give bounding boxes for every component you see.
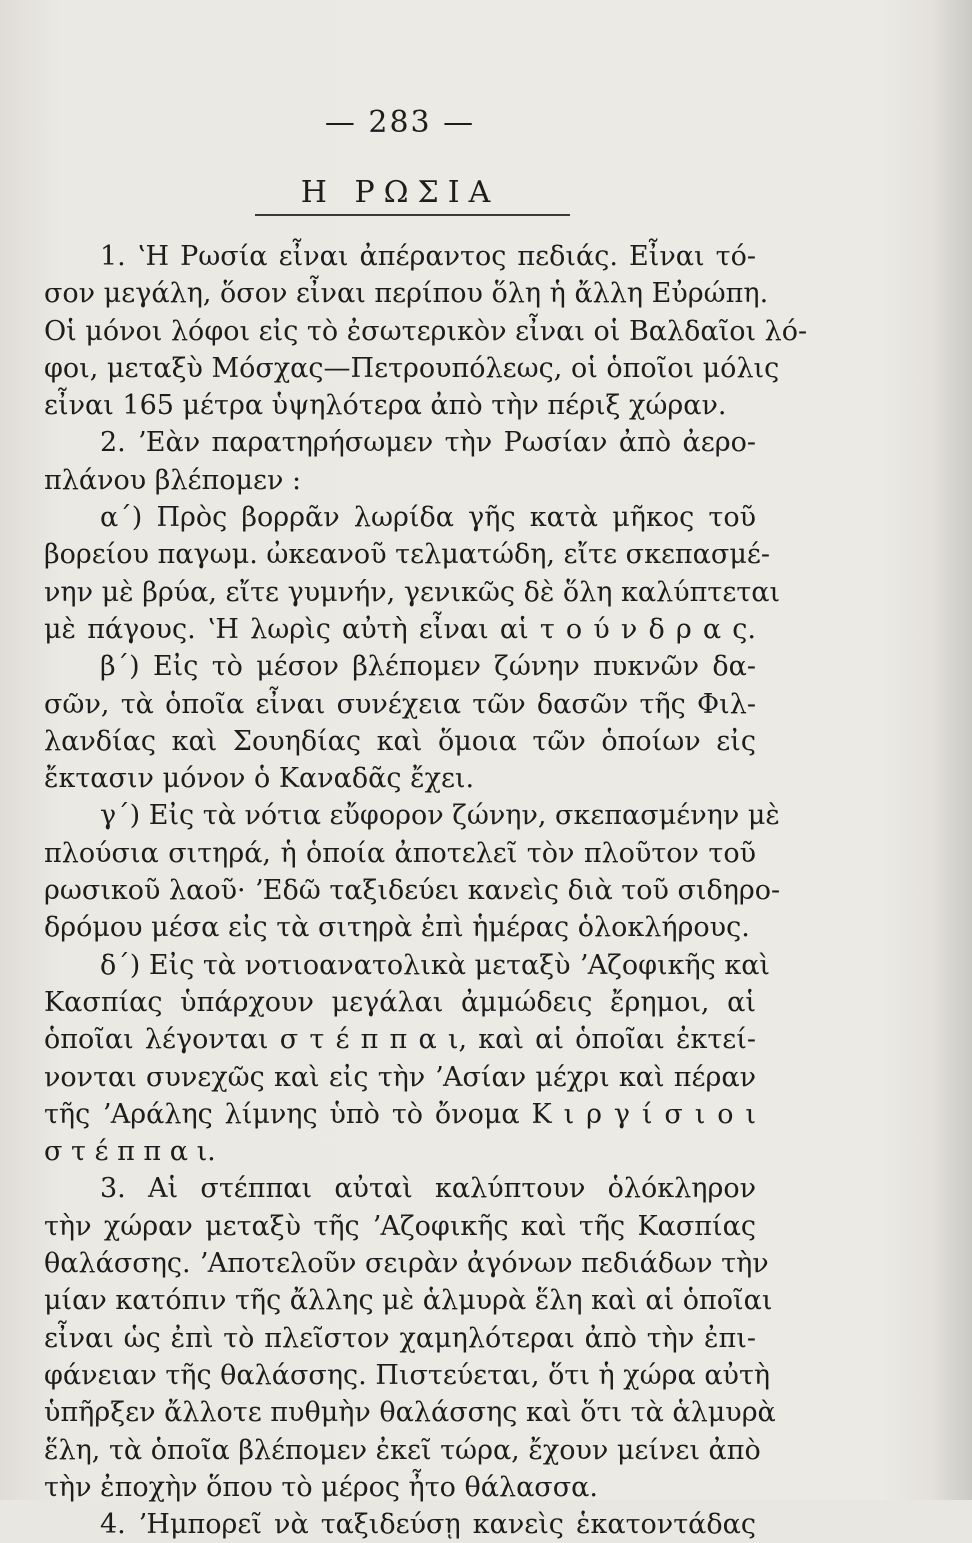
text-line: βορείου παγωμ. ὠκεανοῦ τελματώδη, εἴτε σκεπασμέ- <box>44 539 770 571</box>
text-line: μὲ πάγους. ʽΗ λωρὶς αὐτὴ εἶναι αἱ τ ο ύ ν δ ρ α ς. <box>44 613 756 645</box>
text-line: ὁποῖαι λέγονται σ τ έ π π α ι, καὶ αἱ ὁποῖαι ἐκτεί- <box>44 1024 756 1056</box>
title-underline <box>255 214 570 216</box>
chapter-title: Η ΡΩΣΙΑ <box>300 175 500 210</box>
text-line: ἕλη, τὰ ὁποῖα βλέπομεν ἐκεῖ τώρα, ἔχουν μείνει ἀπὸ <box>44 1434 761 1466</box>
text-line: εἶναι 165 μέτρα ὑψηλότερα ἀπὸ τὴν πέριξ χώραν. <box>44 390 727 422</box>
body-text <box>44 238 808 1543</box>
text-line: 1. ʽΗ Ρωσία εἶναι ἀπέραντος πεδιάς. Εἶναι τό- <box>100 241 756 272</box>
text-line: δρόμου μέσα εἰς τὰ σιτηρὰ ἐπὶ ἡμέρας ὁλοκλήρους. <box>44 912 750 944</box>
text-line: σῶν, τὰ ὁποῖα εἶναι συνέχεια τῶν δασῶν τῆς Φιλ- <box>44 688 756 720</box>
text-line: α΄) Πρὸς βορρᾶν λωρίδα γῆς κατὰ μῆκος τοῦ <box>100 502 756 534</box>
text-line: πλάνου βλέπομεν : <box>44 464 302 496</box>
text-line: φοι, μεταξὺ Μόσχας—Πετρουπόλεως, οἱ ὁποῖοι μόλις <box>44 352 780 384</box>
text-line: τὴν ἐποχὴν ὅπου τὸ μέρος ἦτο θάλασσα. <box>44 1471 598 1503</box>
text-line: σ τ έ π π α ι. <box>44 1136 216 1168</box>
text-line: Οἱ μόνοι λόφοι εἰς τὸ ἐσωτερικὸν εἶναι οἱ Βαλδαῖοι λό- <box>44 315 808 347</box>
text-line: γ΄) Εἰς τὰ νότια εὔφορον ζώνην, σκεπασμένην μὲ <box>100 800 780 832</box>
text-line: β΄) Εἰς τὸ μέσον βλέπομεν ζώνην πυκνῶν δα- <box>100 651 756 683</box>
text-line: τῆς ʼΑράλης λίμνης ὑπὸ τὸ ὄνομα Κ ι ρ γ ί σ ι ο ι <box>44 1098 756 1130</box>
text-line: 3. Αἱ στέππαι αὐταὶ καλύπτουν ὁλόκληρον <box>100 1173 756 1205</box>
text-line: πλούσια σιτηρά, ἡ ὁποία ἀποτελεῖ τὸν πλοῦτον τοῦ <box>44 837 756 869</box>
text-line: τὴν χώραν μεταξὺ τῆς ʼΑζοφικῆς καὶ τῆς Κασπίας <box>44 1210 756 1242</box>
text-line: 4. ʼΗμπορεῖ νὰ ταξιδεύσῃ κανεὶς ἑκατοντάδας <box>100 1509 756 1541</box>
text-line: νονται συνεχῶς καὶ εἰς τὴν ʼΑσίαν μέχρι καὶ πέραν <box>44 1061 756 1093</box>
text-line: θαλάσσης. ʼΑποτελοῦν σειρὰν ἀγόνων πεδιάδων τὴν <box>44 1248 769 1280</box>
text-line: ρωσικοῦ λαοῦ· ʼΕδῶ ταξιδεύει κανεὶς διὰ τοῦ σιδηρο- <box>44 875 781 907</box>
text-line: νην μὲ βρύα, εἴτε γυμνήν, γενικῶς δὲ ὅλη καλύπτεται <box>44 576 781 608</box>
page-edge-shadow <box>932 0 972 1500</box>
text-line: φάνειαν τῆς θαλάσσης. Πιστεύεται, ὅτι ἡ χώρα αὐτὴ <box>44 1359 771 1391</box>
text-line: ἔκτασιν μόνον ὁ Καναδᾶς ἔχει. <box>44 763 475 795</box>
text-line: ὑπῆρξεν ἄλλοτε πυθμὴν θαλάσσης καὶ ὅτι τὰ ἁλμυρὰ <box>44 1397 776 1429</box>
text-line: λανδίας καὶ Σουηδίας καὶ ὅμοια τῶν ὁποίων εἰς <box>44 725 756 757</box>
text-line: Κασπίας ὑπάρχουν μεγάλαι ἀμμώδεις ἔρημοι, αἱ <box>44 986 756 1018</box>
page-number: — 283 — <box>324 105 476 140</box>
text-line: 2. ʼΕὰν παρατηρήσωμεν τὴν Ρωσίαν ἀπὸ ἀερο- <box>100 427 756 459</box>
text-line: σον μεγάλη, ὅσον εἶναι περίπου ὅλη ἡ ἄλλη Εὐρώπη. <box>44 278 769 310</box>
text-line: δ΄) Εἰς τὰ νοτιοανατολικὰ μεταξὺ ʼΑζοφικῆς καὶ <box>100 949 771 981</box>
text-line: μίαν κατόπιν τῆς ἄλλης μὲ ἁλμυρὰ ἕλη καὶ αἱ ὁποῖαι <box>44 1285 773 1317</box>
text-line: εἶναι ὡς ἐπὶ τὸ πλεῖστον χαμηλότεραι ἀπὸ τὴν ἐπι- <box>44 1322 756 1354</box>
